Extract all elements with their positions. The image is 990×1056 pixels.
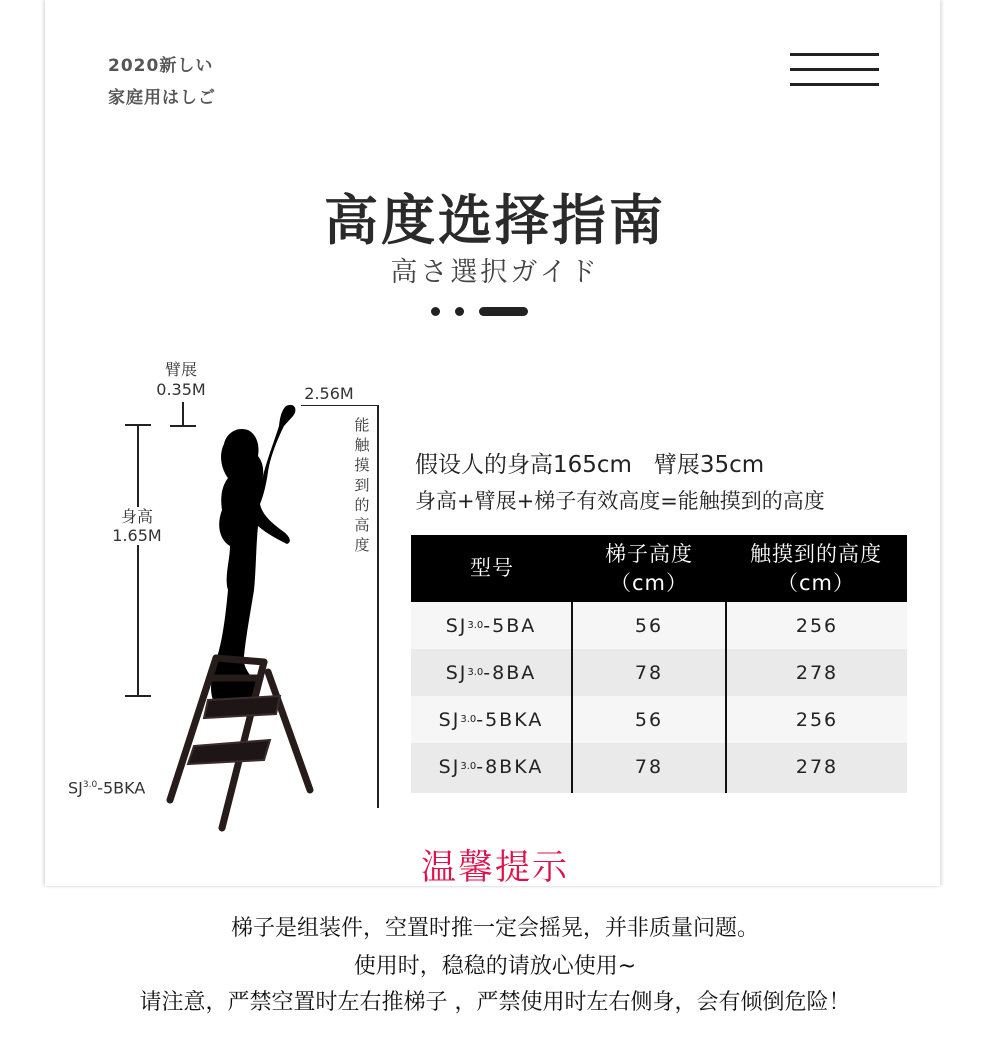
- model-version: 3.0: [460, 714, 477, 725]
- cell-model: [411, 743, 571, 790]
- cell-ladder-height: 56: [634, 708, 664, 731]
- indicator-dot[interactable]: [431, 307, 440, 316]
- cell-ladder-height: 78: [634, 755, 664, 778]
- cell-ladder-height: 56: [634, 614, 664, 637]
- menu-bar: [790, 83, 879, 86]
- header-reach-height-unit: （cm）: [776, 570, 855, 595]
- column-divider: [571, 602, 573, 793]
- table-row: [411, 743, 907, 793]
- model-suffix: -5BKA: [476, 708, 544, 731]
- column-divider: [725, 602, 727, 793]
- header-ladder-height-unit: （cm）: [609, 570, 688, 595]
- cell-model: [411, 602, 571, 649]
- model-version: 3.0: [467, 667, 484, 678]
- header-ladder-height-label: 梯子高度: [605, 541, 693, 566]
- model-version: 3.0: [460, 761, 477, 772]
- body-height-value: 1.65M: [105, 526, 169, 545]
- height-vertical-line: [137, 424, 139, 697]
- reach-height-value: 2.56M: [304, 384, 354, 403]
- cell-reach-height: 256: [795, 708, 839, 731]
- header-reach-height-label: 触摸到的高度: [750, 541, 882, 566]
- model-suffix: -5BKA: [97, 778, 146, 798]
- person-on-ladder-illustration: [160, 400, 320, 840]
- arm-span-label: 臂展: [164, 360, 197, 379]
- formula-text: 身高+臂展+梯子有效高度=能触摸到的高度: [415, 489, 825, 513]
- brand-logo-text: [108, 50, 216, 114]
- diagram-model-label: [68, 776, 178, 797]
- brand-line-2: 家庭用はしご: [108, 88, 216, 108]
- hamburger-menu-icon[interactable]: [790, 53, 879, 89]
- header-model-label: 型号: [470, 556, 514, 580]
- table-row: [411, 696, 907, 743]
- assumption-text: 假设人的身高165cm 臂展35cm: [415, 452, 765, 478]
- cell-model: [411, 696, 571, 743]
- model-suffix: -5BA: [483, 614, 537, 637]
- cell-reach-height: 256: [795, 614, 839, 637]
- table-row: [411, 602, 907, 649]
- cell-ladder-height: 78: [634, 661, 664, 684]
- tip-line-3: 请注意，严禁空置时左右推梯子 ，严禁使用时左右侧身，会有倾倒危险！: [139, 990, 851, 1015]
- tip-line-1: 梯子是组装件，空置时推一定会摇晃，并非质量问题。: [230, 916, 759, 941]
- header-ladder-height: [573, 535, 725, 602]
- tips-title: 温馨提示: [420, 848, 569, 888]
- cell-model: [411, 649, 571, 696]
- page-subtitle: 高さ選択ガイド: [390, 257, 600, 288]
- indicator-dot[interactable]: [455, 307, 464, 316]
- model-prefix: SJ: [445, 661, 468, 684]
- reach-vertical-label: 能触摸到的高度: [354, 416, 370, 554]
- cell-reach-height: 278: [795, 661, 839, 684]
- body-height-label: 身高: [105, 507, 169, 526]
- model-suffix: -8BKA: [476, 755, 544, 778]
- model-prefix: SJ: [68, 778, 83, 798]
- tip-line-2: 使用时，稳稳的请放心使用~: [353, 954, 637, 979]
- arm-span-value: 0.35M: [156, 380, 206, 399]
- header-reach-height: [725, 535, 907, 602]
- reach-vertical-line: [377, 405, 379, 808]
- menu-bar: [790, 53, 879, 56]
- cell-reach-height: 278: [795, 755, 839, 778]
- page-title: 高度选择指南: [324, 189, 666, 252]
- indicator-dot-active[interactable]: [479, 307, 528, 316]
- menu-bar: [790, 68, 879, 71]
- model-prefix: SJ: [438, 755, 461, 778]
- model-prefix: SJ: [438, 708, 461, 731]
- model-suffix: -8BA: [483, 661, 537, 684]
- model-prefix: SJ: [445, 614, 468, 637]
- table-row: [411, 649, 907, 696]
- model-version: 3.0: [82, 780, 98, 790]
- height-bottom-tick: [125, 695, 151, 697]
- brand-line-1: 2020新しい: [108, 56, 214, 76]
- header-model: [411, 535, 573, 602]
- table-header-row: [411, 535, 907, 602]
- model-version: 3.0: [467, 620, 484, 631]
